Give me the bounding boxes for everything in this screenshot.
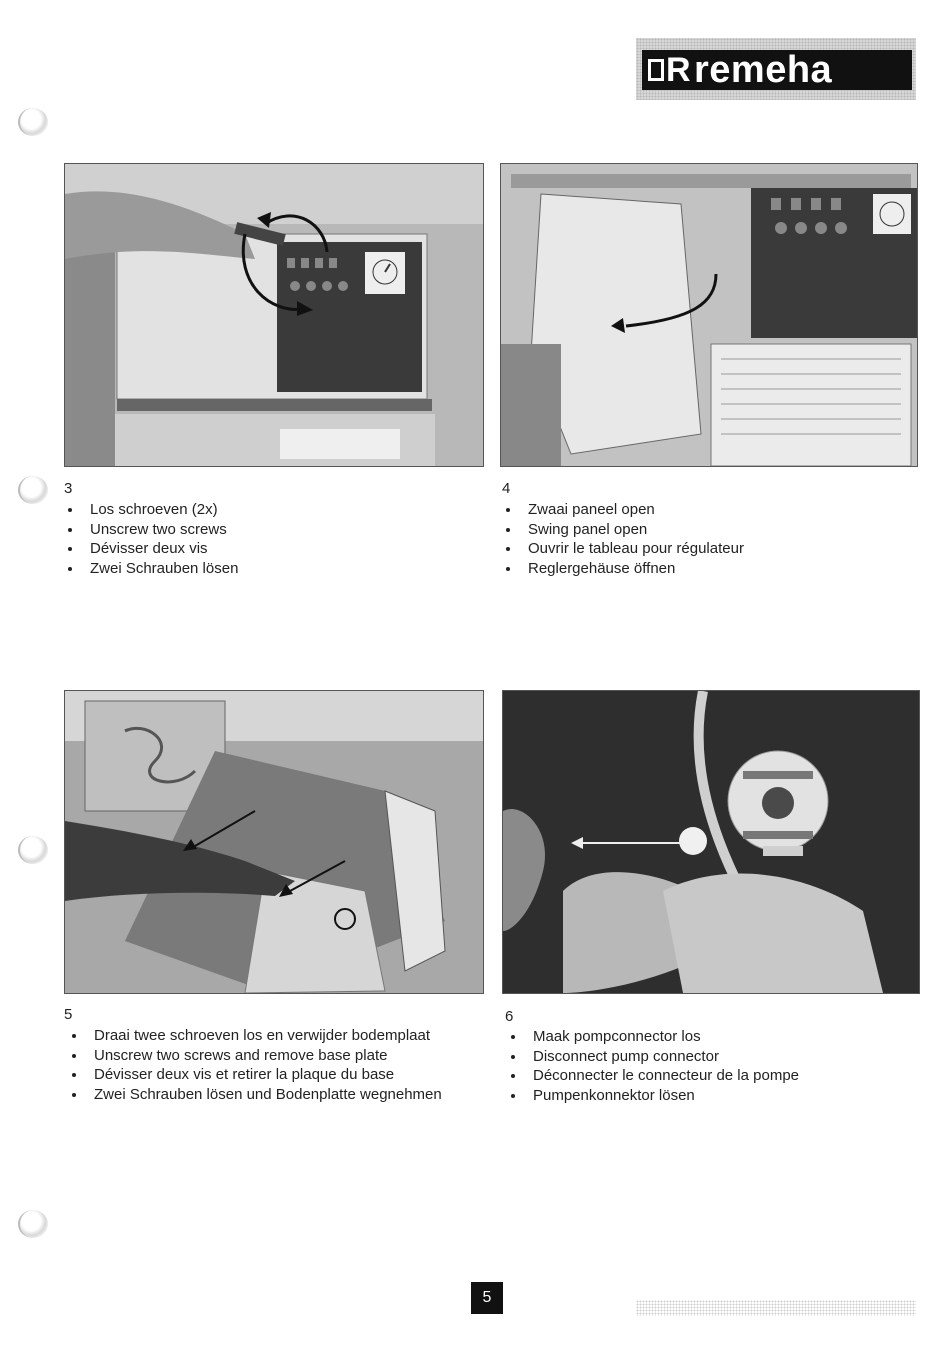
photo-step-5 — [64, 690, 484, 994]
step-number: 6 — [505, 1008, 514, 1025]
step-number: 3 — [64, 480, 73, 497]
step-number: 4 — [502, 480, 511, 497]
list-item: Pumpenkonnektor lösen — [507, 1086, 799, 1106]
list-item: Reglergehäuse öffnen — [502, 559, 744, 579]
list-item: Dévisser deux vis — [64, 539, 238, 559]
instruction-list — [502, 500, 744, 578]
binder-hole-icon — [18, 476, 48, 504]
step-number: 5 — [64, 1006, 73, 1023]
brand-logo-box — [642, 50, 912, 90]
remeha-mark-icon: R — [648, 55, 688, 85]
page-number: 5 — [471, 1282, 503, 1314]
brand-logo — [636, 38, 916, 100]
brand-name: remeha — [694, 48, 833, 91]
list-item: Unscrew two screws — [64, 520, 238, 540]
list-item: Ouvrir le tableau pour régulateur — [502, 539, 744, 559]
list-item: Swing panel open — [502, 520, 744, 540]
list-item: Zwaai paneel open — [502, 500, 744, 520]
binder-hole-icon — [18, 108, 48, 136]
instruction-list — [68, 1026, 442, 1104]
list-item: Déconnecter le connecteur de la pompe — [507, 1066, 799, 1086]
list-item: Disconnect pump connector — [507, 1047, 799, 1067]
list-item: Zwei Schrauben lösen — [64, 559, 238, 579]
list-item: Draai twee schroeven los en verwijder bodemplaat — [68, 1026, 442, 1046]
list-item: Maak pompconnector los — [507, 1027, 799, 1047]
instruction-list — [507, 1027, 799, 1105]
binder-hole-icon — [18, 1210, 48, 1238]
list-item: Los schroeven (2x) — [64, 500, 238, 520]
photo-step-3 — [64, 163, 484, 467]
photo-step-4 — [500, 163, 918, 467]
list-item: Unscrew two screws and remove base plate — [68, 1046, 442, 1066]
list-item: Zwei Schrauben lösen und Bodenplatte wegnehmen — [68, 1085, 442, 1105]
footer-texture — [636, 1300, 916, 1316]
list-item: Dévisser deux vis et retirer la plaque du base — [68, 1065, 442, 1085]
instruction-list — [64, 500, 238, 578]
binder-hole-icon — [18, 836, 48, 864]
photo-step-6 — [502, 690, 920, 994]
